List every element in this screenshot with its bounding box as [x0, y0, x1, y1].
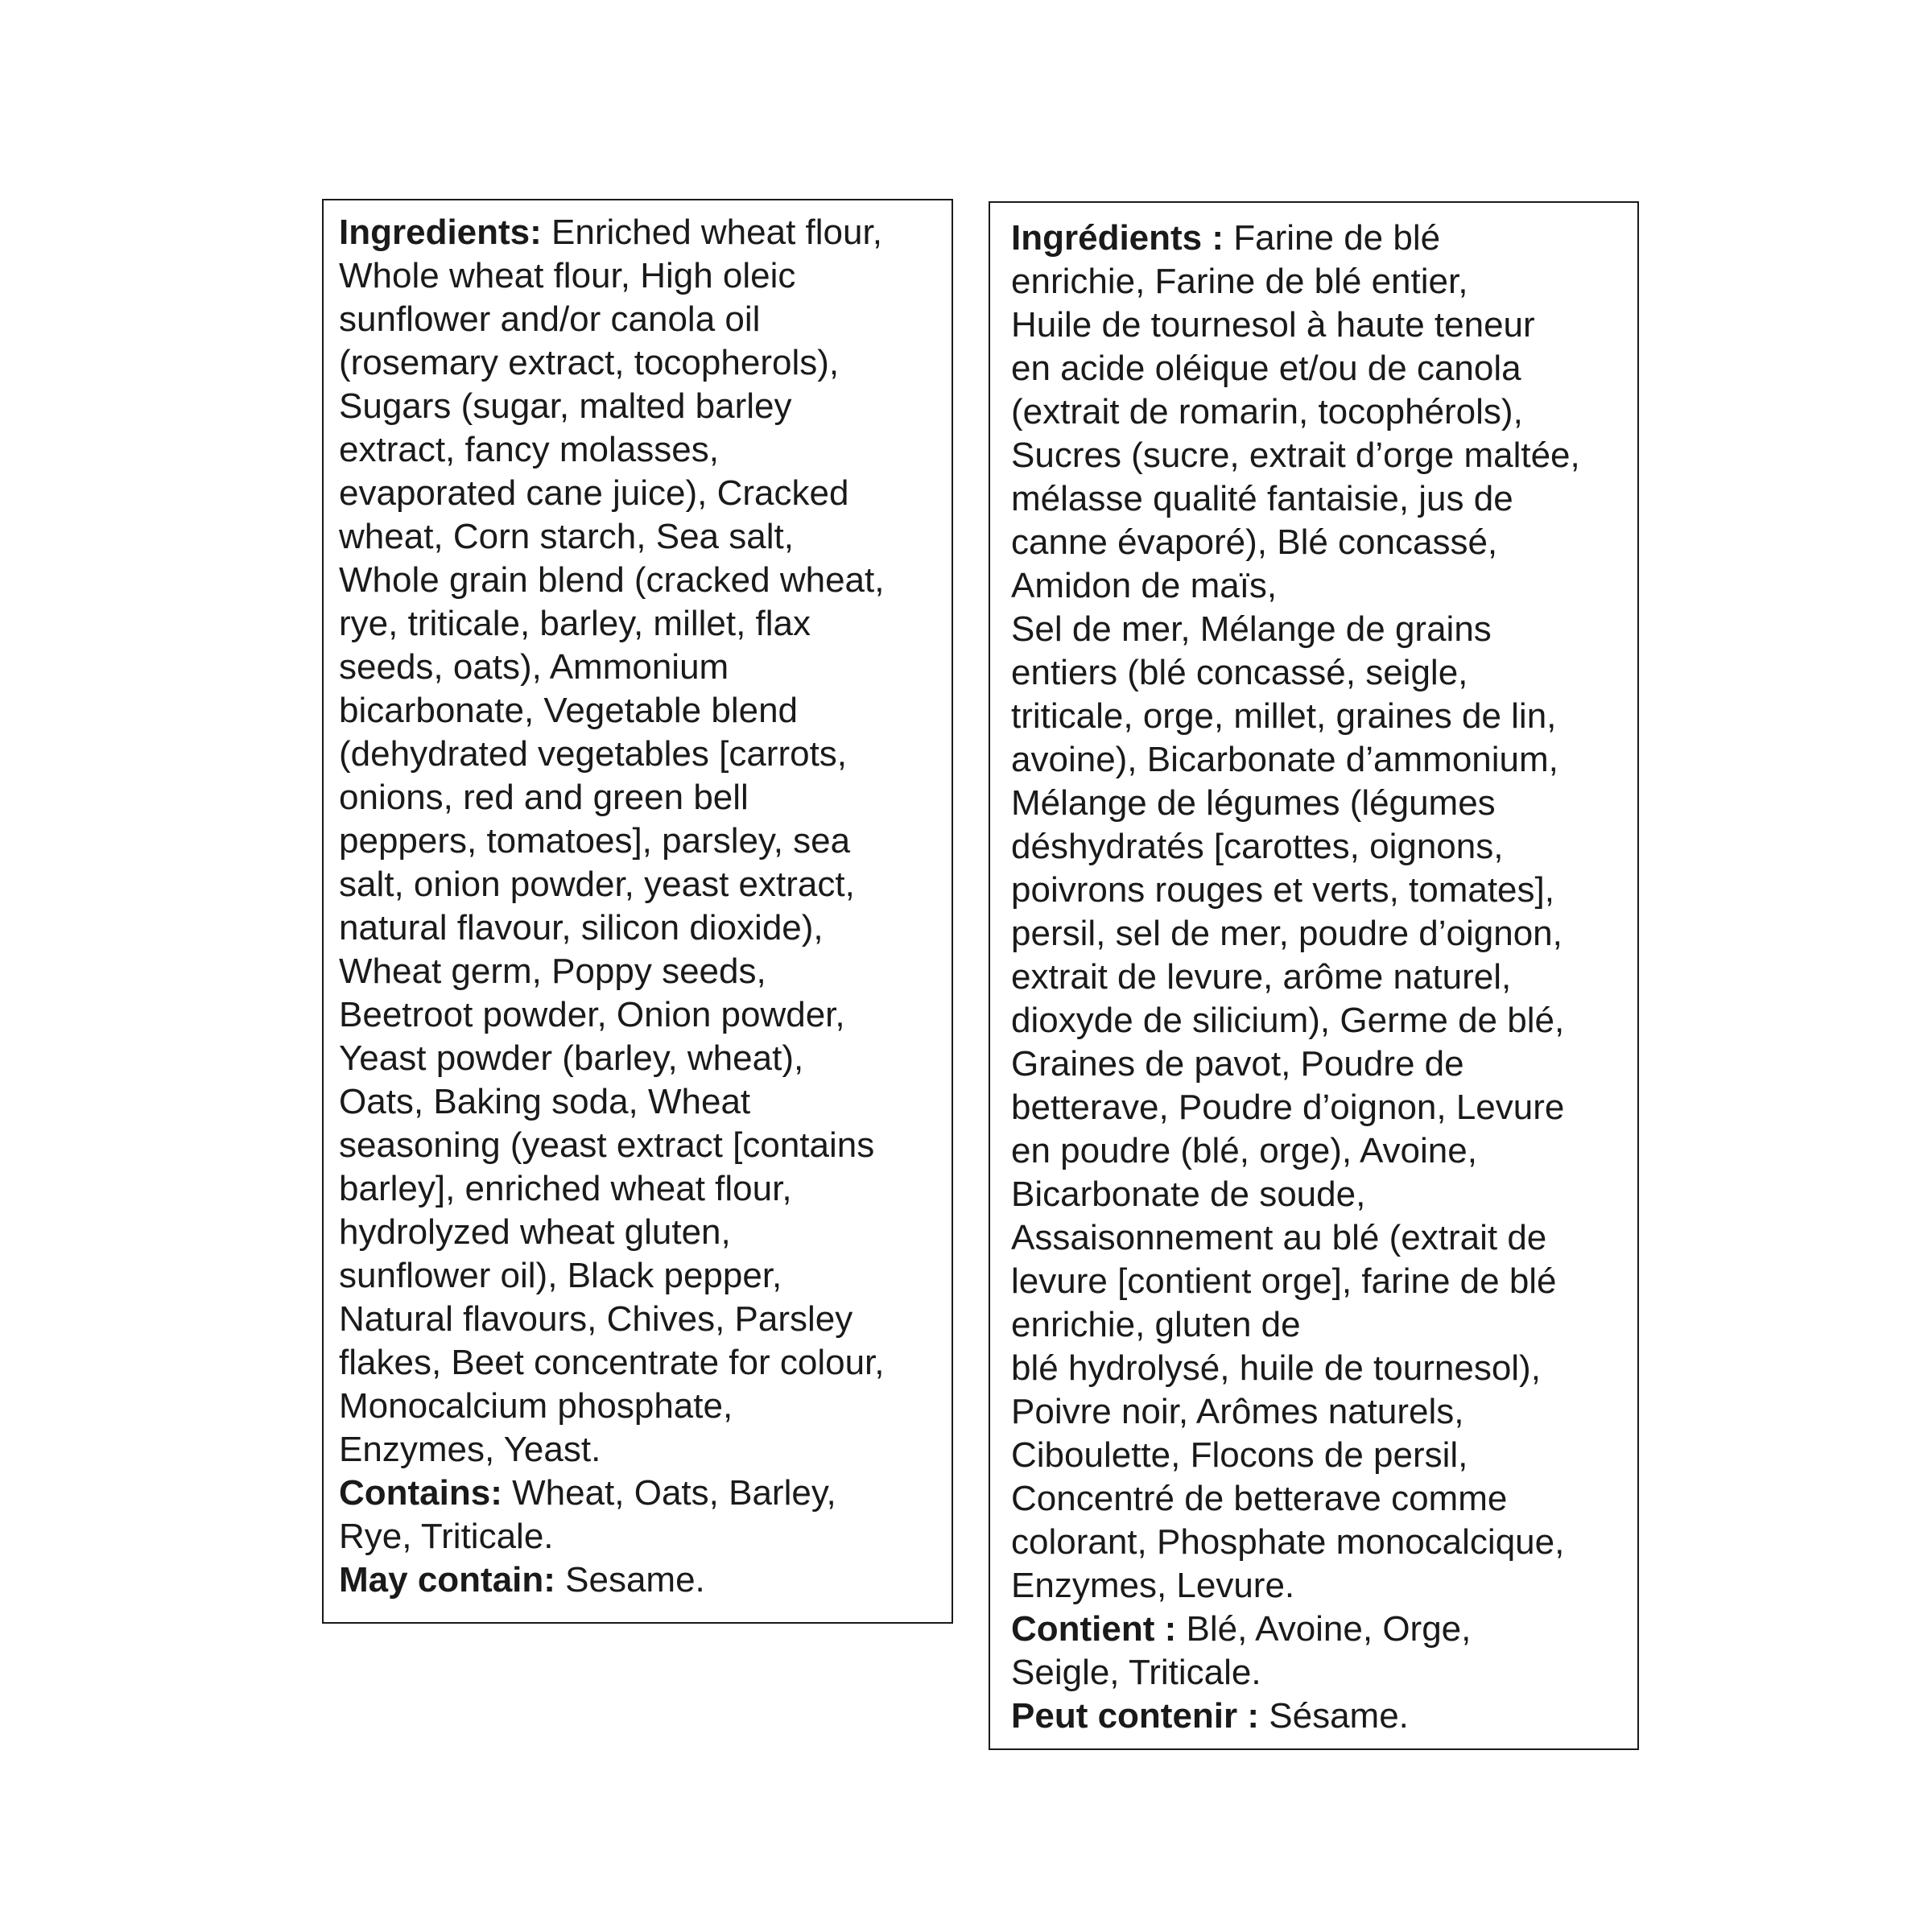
en-line: Oats, Baking soda, Wheat	[339, 1082, 751, 1121]
fr-line: Sucres (sucre, extrait d’orge maltée,	[1011, 436, 1580, 475]
en-line: evaporated cane juice), Cracked	[339, 473, 849, 513]
fr-line: enrichie, gluten de	[1011, 1305, 1301, 1344]
french-ingredients-panel	[989, 201, 1639, 1750]
en-line: Whole wheat flour, High oleic	[339, 256, 796, 295]
fr-line: avoine), Bicarbonate d’ammonium,	[1011, 740, 1558, 779]
fr-line: (extrait de romarin, tocophérols),	[1011, 392, 1523, 431]
ingredients-label: Ingredients:	[339, 213, 542, 252]
en-line: Natural flavours, Chives, Parsley	[339, 1299, 853, 1339]
fr-line: dioxyde de silicium), Germe de blé,	[1011, 1001, 1565, 1040]
fr-line: canne évaporé), Blé concassé,	[1011, 522, 1498, 562]
en-line: seeds, oats), Ammonium	[339, 647, 729, 687]
fr-line: betterave, Poudre d’oignon, Levure	[1011, 1088, 1565, 1127]
en-line: sunflower oil), Black pepper,	[339, 1256, 782, 1295]
en-line: (dehydrated vegetables [carrots,	[339, 734, 848, 774]
fr-line: Mélange de légumes (légumes	[1011, 783, 1496, 823]
fr-line: Graines de pavot, Poudre de	[1011, 1044, 1464, 1084]
fr-line: en poudre (blé, orge), Avoine,	[1011, 1131, 1477, 1170]
fr-line: persil, sel de mer, poudre d’oignon,	[1011, 914, 1563, 953]
en-line: Wheat germ, Poppy seeds,	[339, 952, 766, 991]
fr-line: enrichie, Farine de blé entier,	[1011, 262, 1468, 301]
contains-label-fr: Contient :	[1011, 1609, 1177, 1649]
fr-line: Poivre noir, Arômes naturels,	[1011, 1392, 1464, 1431]
fr-line: Huile de tournesol à haute teneur	[1011, 305, 1535, 345]
en-line: Rye, Triticale.	[339, 1517, 554, 1556]
en-line: barley], enriched wheat flour,	[339, 1169, 792, 1208]
english-ingredients-panel	[322, 199, 953, 1624]
en-line: rye, triticale, barley, millet, flax	[339, 604, 811, 643]
en-line: seasoning (yeast extract [contains	[339, 1125, 875, 1165]
fr-line: Contient : Blé, Avoine, Orge,	[1011, 1609, 1472, 1649]
fr-line: entiers (blé concassé, seigle,	[1011, 653, 1468, 692]
en-line: sunflower and/or canola oil	[339, 299, 761, 339]
may-contain-label: May contain:	[339, 1560, 555, 1600]
en-line: salt, onion powder, yeast extract,	[339, 865, 855, 904]
fr-line: Concentré de betterave comme	[1011, 1479, 1508, 1518]
en-line: Beetroot powder, Onion powder,	[339, 995, 845, 1034]
en-line: natural flavour, silicon dioxide),	[339, 908, 824, 947]
en-line: wheat, Corn starch, Sea salt,	[339, 517, 794, 556]
fr-line: Ciboulette, Flocons de persil,	[1011, 1435, 1468, 1475]
en-line: Enzymes, Yeast.	[339, 1430, 601, 1469]
en-line: May contain: Sesame.	[339, 1560, 705, 1600]
fr-line: triticale, orge, millet, graines de lin,	[1011, 696, 1557, 736]
fr-line: Seigle, Triticale.	[1011, 1653, 1261, 1692]
fr-line: extrait de levure, arôme naturel,	[1011, 957, 1512, 997]
en-line: extract, fancy molasses,	[339, 430, 719, 469]
fr-line: Bicarbonate de soude,	[1011, 1174, 1366, 1214]
fr-line: Amidon de maïs,	[1011, 566, 1278, 605]
ingredients-label-fr: Ingrédients :	[1011, 218, 1224, 258]
fr-line: Enzymes, Levure.	[1011, 1566, 1295, 1605]
fr-line: déshydratés [carottes, oignons,	[1011, 827, 1504, 866]
en-line: Yeast powder (barley, wheat),	[339, 1038, 804, 1078]
en-line: (rosemary extract, tocopherols),	[339, 343, 840, 382]
en-line: flakes, Beet concentrate for colour,	[339, 1343, 885, 1382]
fr-line: mélasse qualité fantaisie, jus de	[1011, 479, 1513, 518]
en-line: Sugars (sugar, malted barley	[339, 386, 792, 426]
fr-line: en acide oléique et/ou de canola	[1011, 349, 1521, 388]
fr-line: blé hydrolysé, huile de tournesol),	[1011, 1348, 1541, 1388]
fr-line: Ingrédients : Farine de blé	[1011, 218, 1441, 258]
fr-line: Peut contenir : Sésame.	[1011, 1696, 1409, 1736]
en-line: peppers, tomatoes], parsley, sea	[339, 821, 851, 861]
fr-line: poivrons rouges et verts, tomates],	[1011, 870, 1554, 910]
en-line: hydrolyzed wheat gluten,	[339, 1212, 731, 1252]
contains-label: Contains:	[339, 1473, 502, 1513]
fr-line: levure [contient orge], farine de blé	[1011, 1261, 1557, 1301]
en-line: onions, red and green bell	[339, 778, 749, 817]
fr-line: Assaisonnement au blé (extrait de	[1011, 1218, 1547, 1257]
en-line: Whole grain blend (cracked wheat,	[339, 560, 885, 600]
en-line: Monocalcium phosphate,	[339, 1386, 733, 1426]
fr-line: colorant, Phosphate monocalcique,	[1011, 1522, 1565, 1562]
en-line: Ingredients: Enriched wheat flour,	[339, 213, 882, 252]
en-line: Contains: Wheat, Oats, Barley,	[339, 1473, 836, 1513]
fr-line: Sel de mer, Mélange de grains	[1011, 609, 1492, 649]
en-line: bicarbonate, Vegetable blend	[339, 691, 799, 730]
may-contain-label-fr: Peut contenir :	[1011, 1696, 1260, 1736]
